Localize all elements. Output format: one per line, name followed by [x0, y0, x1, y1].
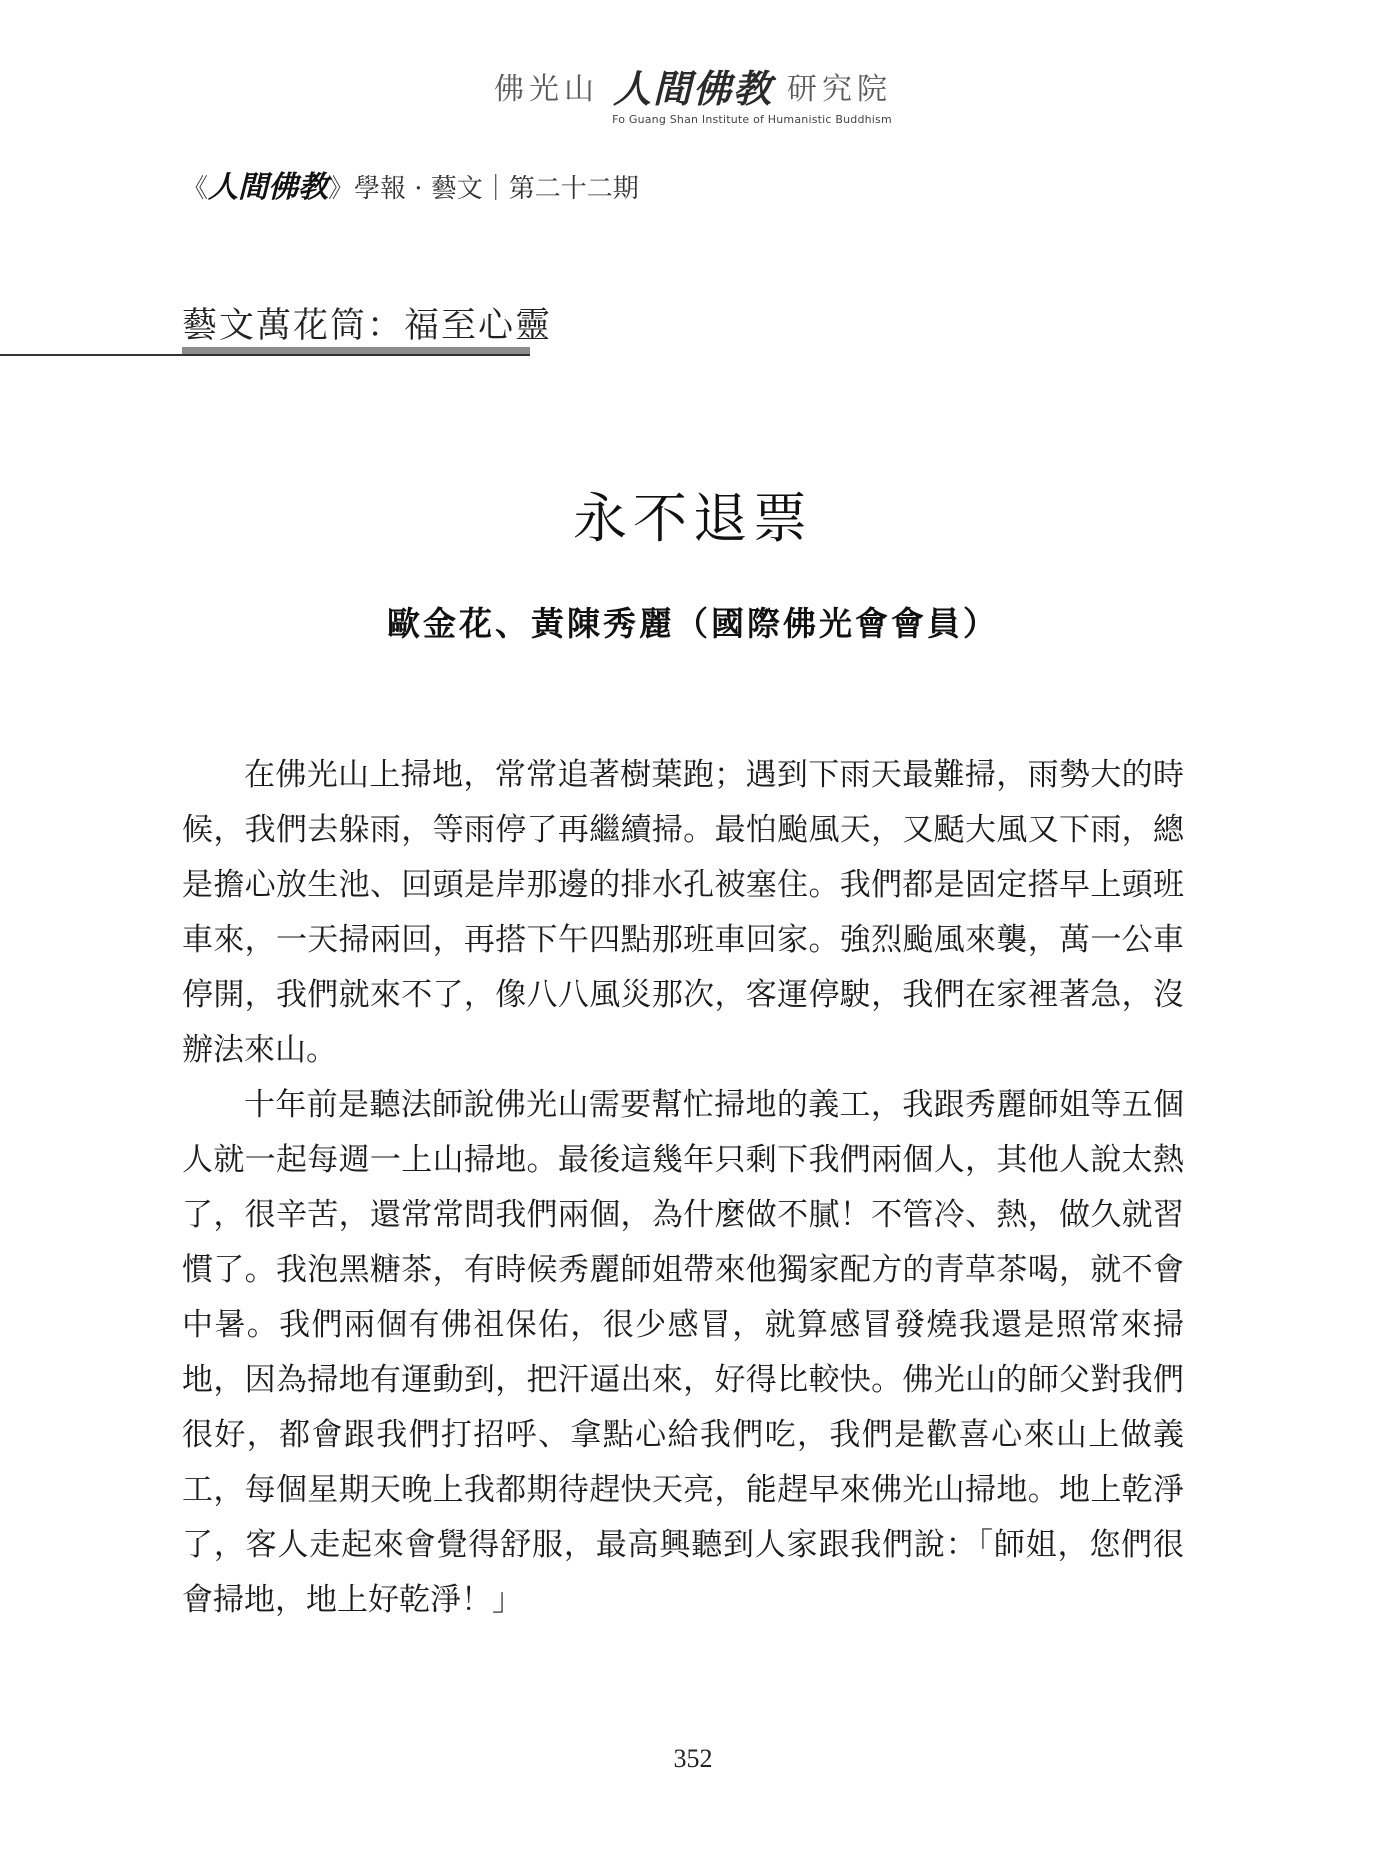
- journal-issue: 》學報 · 藝文｜第二十二期: [328, 174, 639, 204]
- journal-brand: 人間佛教: [208, 170, 329, 205]
- paragraph: 十年前是聽法師說佛光山需要幫忙掃地的義工，我跟秀麗師姐等五個人就一起每週一上山掃地。最後這幾年只剩下我們兩個人，其他人說太熱了，很辛苦，還常常問我們兩個，為什麼做不膩！不管冷、熱，做久就習慣了。我泡黑糖茶，有時候秀麗師姐帶來他獨家配方的青草茶喝，就不會中暑。我們兩個有佛祖保佑，很少感冒，就算感冒發燒我還是照常來掃地，因為掃地有運動到，把汗逼出來，好得比較快。佛光山的師父對我們很好，都會跟我們打招呼、拿點心給我們吃，我們是歡喜心來山上做義工，每個星期天晚上我都期待趕快天亮，能趕早來佛光山掃地。地上乾淨了，客人走起來會覺得舒服，最高興聽到人家跟我們說：「師姐，您們很會掃地，地上好乾淨！」: [182, 1087, 1184, 1618]
- institute-brand-logo: 人間佛教: [612, 67, 773, 111]
- section-title: 藝文萬花筒：福至心靈: [182, 306, 553, 346]
- running-header: [0, 58, 1386, 126]
- institute-prefix: 佛光山: [493, 71, 599, 107]
- article-title: 永不退票: [573, 487, 813, 550]
- paragraph: 在佛光山上掃地，常常追著樹葉跑；遇到下雨天最難掃，雨勢大的時候，我們去躲雨，等雨停了再繼續掃。最怕颱風天，又颳大風又下雨，總是擔心放生池、回頭是岸那邊的排水孔被塞住。我們都是固定搭早上頭班車來，一天掃兩回，再搭下午四點那班車回家。強烈颱風來襲，萬一公車停開，我們就來不了，像八八風災那次，客運停駛，我們在家裡著急，沒辦法來山。: [182, 757, 1184, 1068]
- journal-title: [182, 162, 639, 206]
- institute-english-name: Fo Guang Shan Institute of Humanistic Buddhism: [612, 113, 892, 126]
- page-number: 352: [673, 1744, 713, 1773]
- journal-open-bracket: 《: [182, 174, 209, 204]
- article-body: [182, 748, 1184, 1628]
- section-divider: [0, 354, 530, 356]
- institute-suffix: 研究院: [787, 71, 892, 107]
- institute-name: [494, 58, 892, 113]
- article-author: 歐金花、黃陳秀麗（國際佛光會會員）: [387, 604, 999, 643]
